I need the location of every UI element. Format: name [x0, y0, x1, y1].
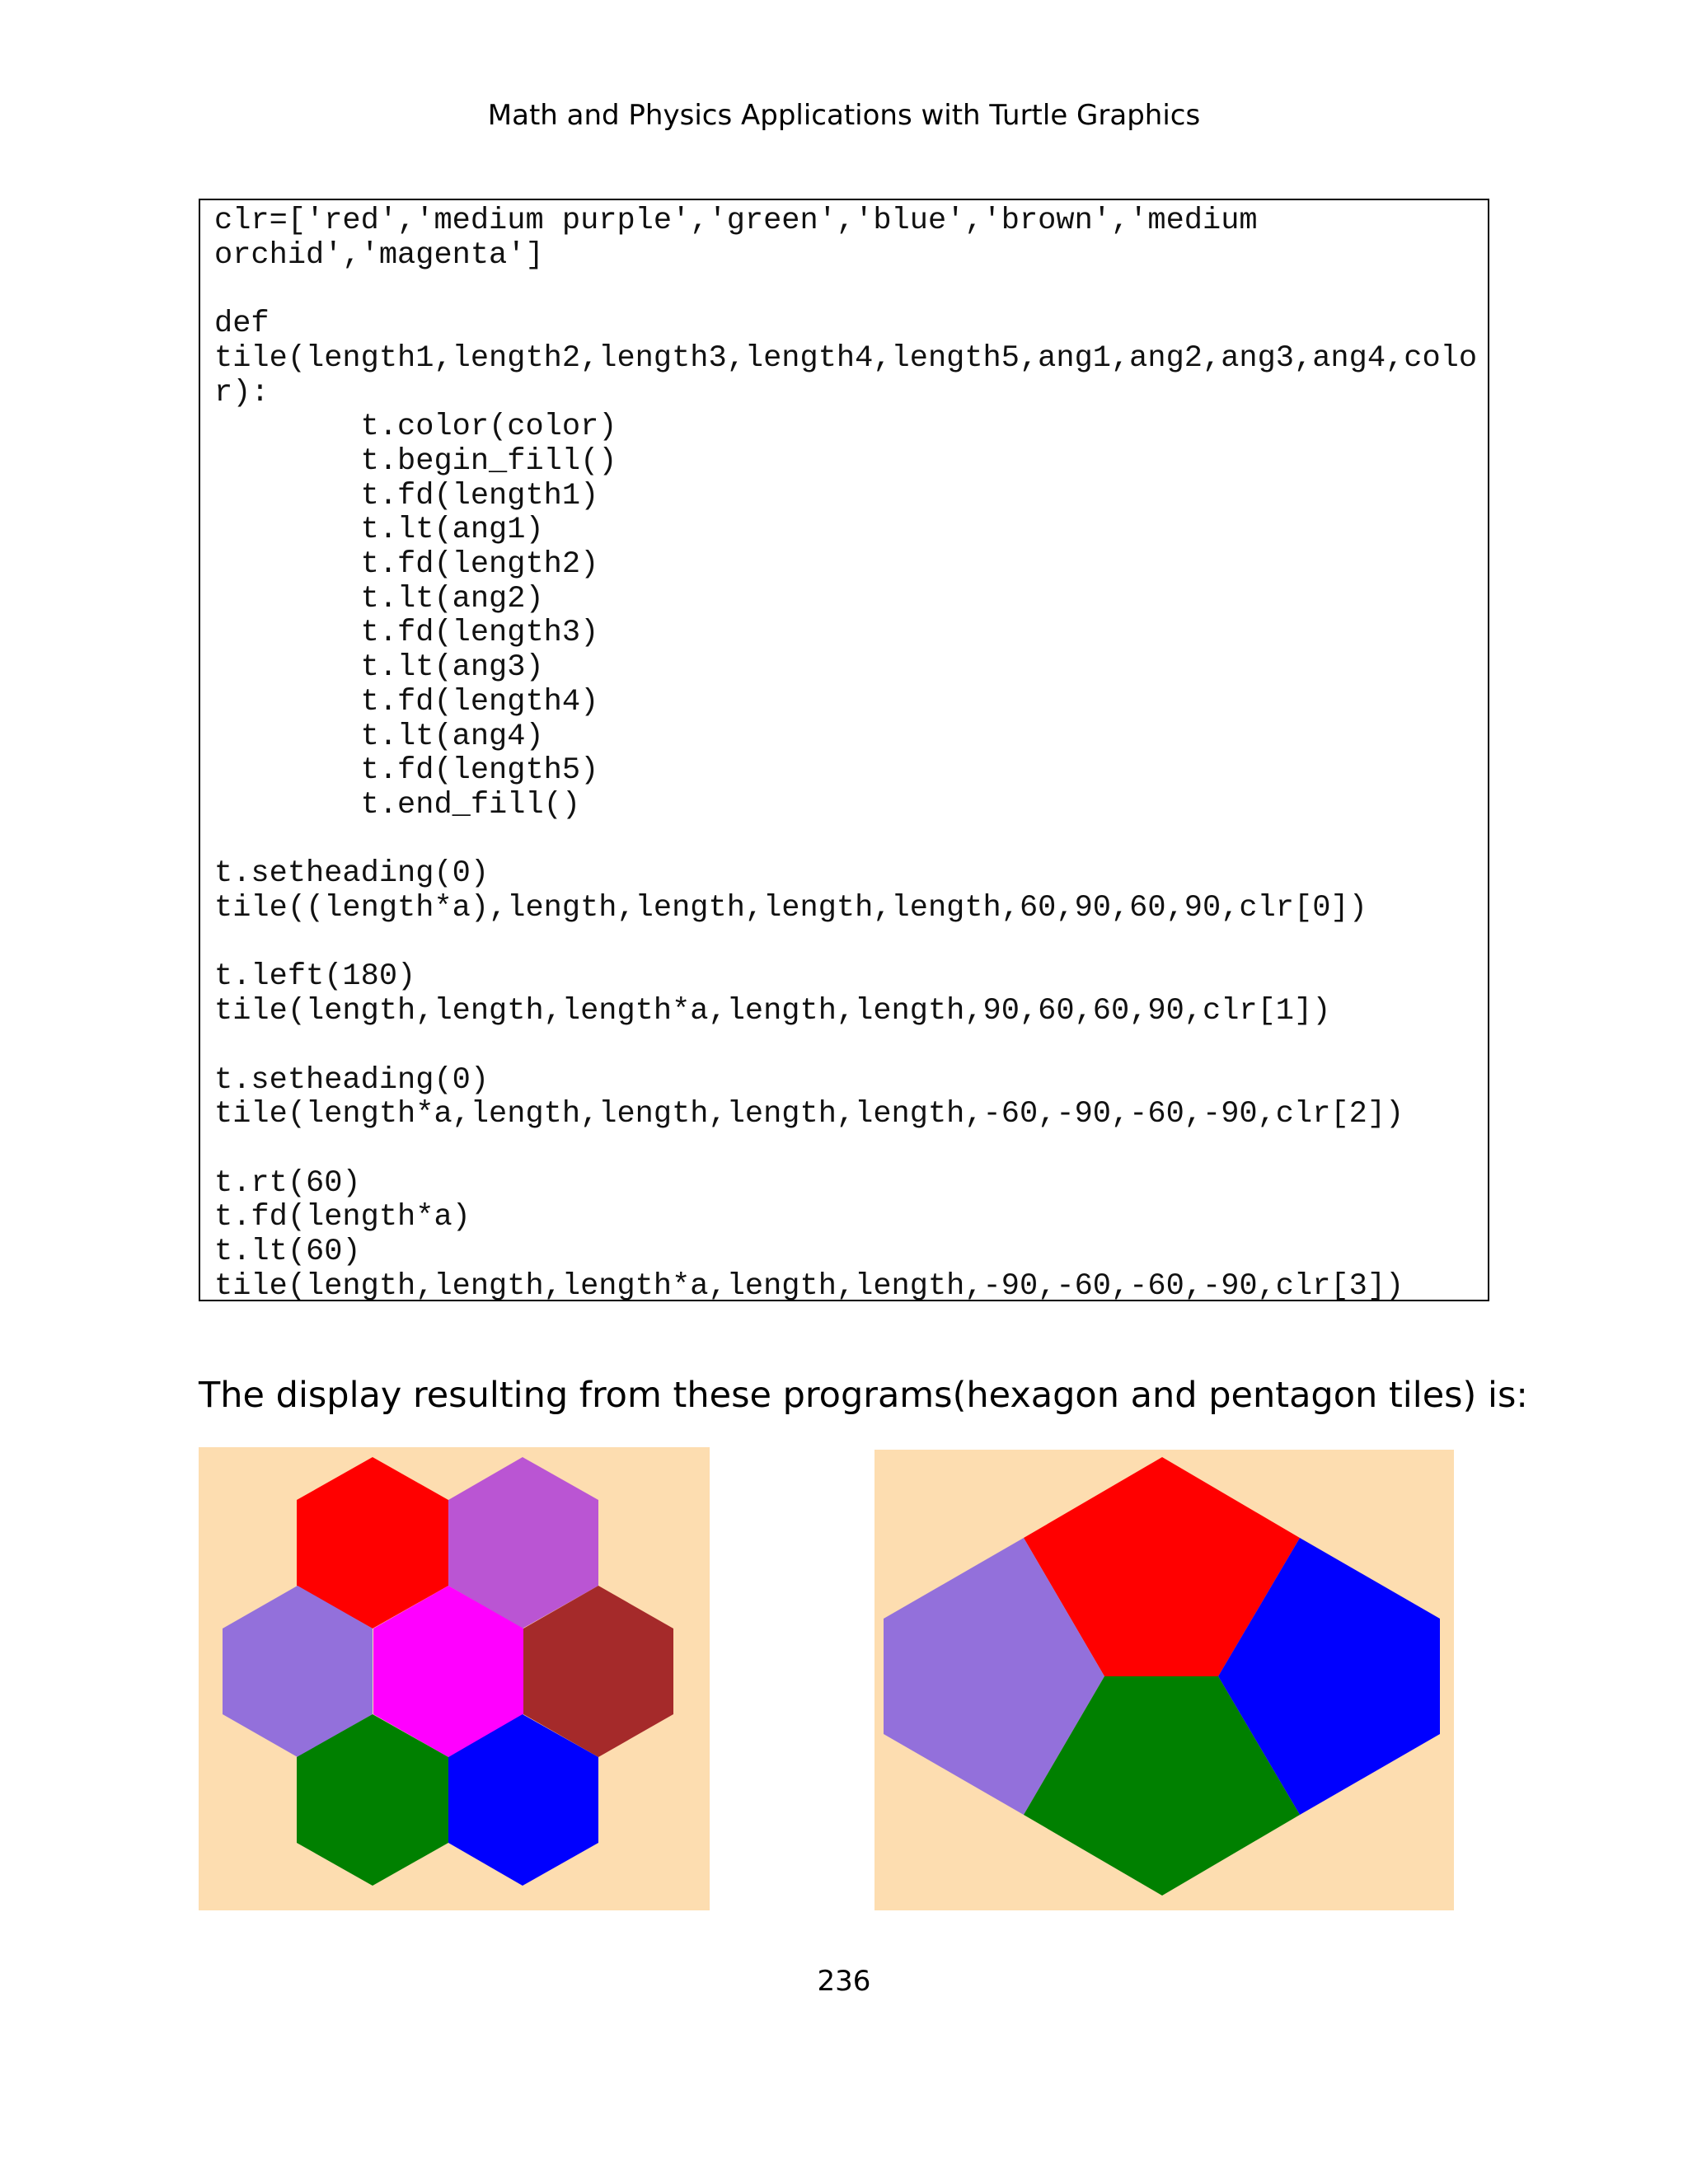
running-header: Math and Physics Applications with Turtle Graphics: [487, 99, 1201, 132]
hexagon-tiles-drawing: [199, 1447, 710, 1910]
code-text: clr=['red','medium purple','green','blue','brown','medium orchid','magenta'] def tile(length1,length2,length3,length4,length5,ang1,ang2,ang3,ang4,colo r): t.color(color) t.begin_fill() t.fd(length1) t.lt(ang1) t.fd(length2) t.lt(ang2) t.fd(length3) t.lt(ang3) t.fd(length4) t.lt(ang4) t.fd(length5) t.end_fill() t.setheading(0) tile((length*a),length,length,length,length,60,90,60,90,clr[0]) t.left(180) tile(length,length,length*a,length,length,90,60,60,90,clr[1]) t.setheading(0) tile(length*a,length,length,length,length,-60,-90,-60,-90,clr[2]) t.rt(60) t.fd(length*a) t.lt(60) tile(length,length,length*a,length,length,-90,-60,-60,-90,clr[3]): [214, 204, 1478, 1301]
pentagon-tiles-figure: [874, 1450, 1454, 1910]
code-listing: [199, 199, 1489, 1301]
pentagon-tiles-drawing: [874, 1450, 1454, 1910]
page-number: 236: [817, 1965, 871, 1998]
figure-caption: The display resulting from these programs(hexagon and pentagon tiles) is:: [199, 1375, 1528, 1416]
hexagon-tiles-figure: [199, 1447, 710, 1910]
